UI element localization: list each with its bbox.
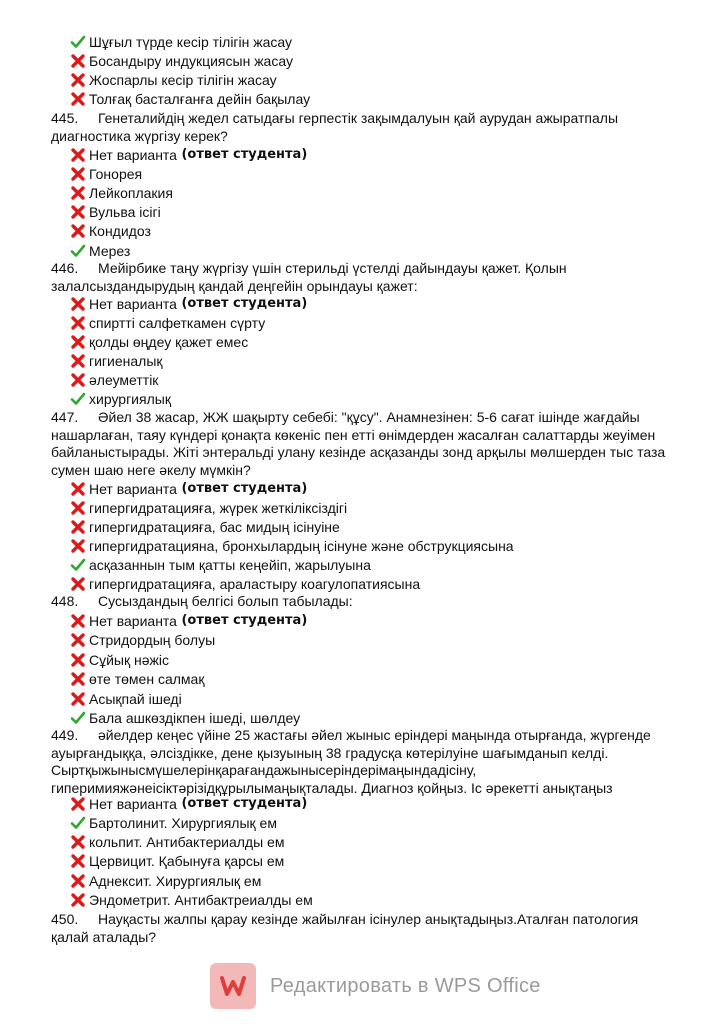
question-text: Науқасты жалпы қарау кезінде жайылған ісінулер анықтадыңыз.Аталған патология қалай аталады? — [51, 911, 639, 945]
question-text: Сусыздандың белгісі болып табылады: — [98, 593, 353, 609]
question-number: 446. — [51, 260, 79, 276]
answer-text: Бартолинит. Хирургиялық ем — [89, 814, 277, 831]
answer-text: өте төмен салмақ — [89, 670, 205, 687]
cross-icon — [70, 538, 86, 554]
question — [51, 110, 676, 145]
cross-icon — [70, 691, 86, 707]
answer-option — [70, 351, 163, 370]
answer-text: гипергидратацияға, жүрек жеткіліксіздігі — [89, 499, 348, 516]
answer-text: гигиеналық — [89, 352, 163, 369]
cross-icon — [70, 892, 86, 908]
answer-option — [70, 241, 130, 260]
question — [51, 593, 676, 611]
answer-text: қолды өңдеу қажет емес — [89, 333, 249, 350]
cross-icon — [70, 166, 86, 182]
answer-text: Толғақ басталғанға дейін бақылау — [89, 90, 311, 107]
student-answer-tag: (ответ студента) — [176, 296, 308, 311]
cross-icon — [70, 53, 86, 69]
answer-text: Нет варианта — [89, 795, 177, 812]
answer-option — [70, 871, 261, 890]
answer-text: гипергидратацияна, бронхылардың ісінуне және обструкциясына — [89, 537, 514, 554]
answer-text: кольпит. Антибактериалды ем — [89, 833, 285, 850]
question-number: 445. — [51, 110, 79, 126]
answer-option — [70, 669, 204, 688]
answer-option — [70, 32, 292, 51]
cross-icon — [70, 519, 86, 535]
answer-option — [70, 389, 171, 408]
answer-text: спиртті салфеткамен сүрту — [89, 314, 266, 331]
answer-option — [70, 555, 371, 574]
answer-text: Нет варианта — [89, 480, 177, 497]
cross-icon — [70, 796, 86, 812]
cross-icon — [70, 613, 86, 629]
cross-icon — [70, 372, 86, 388]
check-icon — [70, 34, 86, 50]
check-icon — [70, 710, 86, 726]
answer-option — [70, 221, 151, 240]
check-icon — [70, 243, 86, 259]
cross-icon — [70, 91, 86, 107]
answer-option — [70, 89, 310, 108]
answer-text: Шұғыл түрде кесір тілігін жасау — [89, 33, 293, 50]
question — [51, 409, 676, 479]
answer-text: Цервицит. Қабынуға қарсы ем — [89, 852, 285, 869]
answer-text: Асықпай ішеді — [89, 690, 182, 707]
cross-icon — [70, 185, 86, 201]
answer-option — [70, 517, 340, 536]
student-answer-tag: (ответ студента) — [176, 147, 308, 162]
question — [51, 727, 676, 797]
answer-option — [70, 70, 277, 89]
question-number: 449. — [51, 727, 79, 743]
answer-option — [70, 51, 293, 70]
answer-option — [70, 890, 313, 909]
wps-edit-banner[interactable] — [210, 963, 541, 1009]
question-text: әйелдер кеңес үйіне 25 жастағы әйел жыныс еріндері маңында отырғанда, жүргенде ауырғандыққа, әлсіздікке, дене қызуының 38 градусқа көтерілуіне шағымданып келді. Сыртқыжыныcмүшелерінқарағандажыныcеріндерімаңындaдісіну, гиперимияжәнеісіктәрізідқұрылымаңықталады. Диагноз қойңыз. Іс әрекетті анықтаңыз — [51, 727, 651, 796]
answer-text: Бала ашкөздікпен ішеді, шөлдеу — [89, 709, 301, 726]
answer-text: Стридордың болуы — [89, 631, 216, 648]
answer-option — [70, 813, 277, 832]
cross-icon — [70, 223, 86, 239]
answer-text: әлеуметтік — [89, 371, 159, 388]
question-number: 447. — [51, 409, 79, 425]
cross-icon — [70, 334, 86, 350]
student-answer-tag: (ответ студента) — [176, 481, 308, 496]
answer-text: гипергидратацияға, бас мидың ісінуіне — [89, 518, 340, 535]
answer-option — [70, 611, 307, 630]
cross-icon — [70, 72, 86, 88]
answer-text: Босандыру индукциясын жасау — [89, 52, 293, 69]
cross-icon — [70, 353, 86, 369]
answer-text: асқазаннын тым қатты кеңейіп, жарылуына — [89, 556, 371, 573]
answer-option — [70, 851, 284, 870]
answer-text: гипергидратацияға, араластыру коагулопатиясына — [89, 575, 421, 592]
answer-text: Сұйық нәжіс — [89, 651, 170, 668]
cross-icon — [70, 481, 86, 497]
answer-text: Вульва ісігі — [89, 203, 161, 220]
answer-option — [70, 498, 347, 517]
cross-icon — [70, 204, 86, 220]
cross-icon — [70, 873, 86, 889]
question-text: Әйел 38 жасар, ЖЖ шақырту себебі: "құсу". Анамнезінен: 5-6 сағат ішінде жағдайы нашарлаған, таяу күндері қонақта көкеніс пен етті өнімдерден жасалған салаттарды жеуімен байланыстырады. Жіті энтеральді улану кезінде асқазанды зонд арқылы мөлшерден тыс таза сумен шаю неге әкелу мүмкін? — [51, 409, 666, 478]
answer-option — [70, 183, 173, 202]
answer-option — [70, 630, 215, 649]
answer-text: Аднексит. Хирургиялық ем — [89, 872, 262, 889]
answer-option — [70, 650, 169, 669]
answer-option — [70, 294, 307, 313]
answer-option — [70, 689, 182, 708]
answer-option — [70, 832, 284, 851]
answer-option — [70, 164, 142, 183]
answer-option — [70, 370, 158, 389]
answer-option — [70, 479, 307, 498]
answer-text: Лейкоплакия — [89, 184, 173, 201]
cross-icon — [70, 296, 86, 312]
answer-text: Жоспарлы кесір тілігін жасау — [89, 71, 277, 88]
question-number: 450. — [51, 911, 79, 927]
student-answer-tag: (ответ студента) — [176, 796, 308, 811]
cross-icon — [70, 652, 86, 668]
answer-option — [70, 145, 307, 164]
answer-text: хирургиялық — [89, 390, 171, 407]
answer-text: Нет варианта — [89, 295, 177, 312]
cross-icon — [70, 576, 86, 592]
answer-option — [70, 794, 307, 813]
cross-icon — [70, 147, 86, 163]
answer-text: Нет варианта — [89, 146, 177, 163]
answer-text: Кондидоз — [89, 222, 151, 239]
cross-icon — [70, 500, 86, 516]
check-icon — [70, 557, 86, 573]
cross-icon — [70, 853, 86, 869]
question — [51, 260, 676, 295]
question-text: Генеталийдің жедел сатыдағы герпестік зақымдалуын қай аурудан ажыратпалы диагностика жүргізу керек? — [51, 110, 619, 144]
answer-text: Гонорея — [89, 165, 143, 182]
cross-icon — [70, 315, 86, 331]
answer-option — [70, 708, 300, 727]
student-answer-tag: (ответ студента) — [176, 613, 308, 628]
answer-text: Эндометрит. Антибактреиалды ем — [89, 891, 313, 908]
answer-text: Нет варианта — [89, 612, 177, 629]
cross-icon — [70, 632, 86, 648]
question — [51, 911, 676, 946]
question-number: 448. — [51, 593, 79, 609]
answer-option — [70, 332, 248, 351]
check-icon — [70, 815, 86, 831]
cross-icon — [70, 834, 86, 850]
cross-icon — [70, 671, 86, 687]
answer-option — [70, 202, 161, 221]
answer-text: Мерез — [89, 242, 131, 259]
answer-option — [70, 536, 514, 555]
check-icon — [70, 391, 86, 407]
wps-edit-label[interactable]: Редактировать в WPS Office — [270, 974, 541, 997]
answer-option — [70, 574, 420, 593]
question-text: Мейірбике таңу жүргізу үшін стерильді үстелді дайындауы қажет. Қолын залалсыздандырудың қандай деңгейін орындауы қажет: — [51, 260, 567, 294]
answer-option — [70, 313, 265, 332]
wps-logo-icon[interactable] — [210, 963, 256, 1009]
